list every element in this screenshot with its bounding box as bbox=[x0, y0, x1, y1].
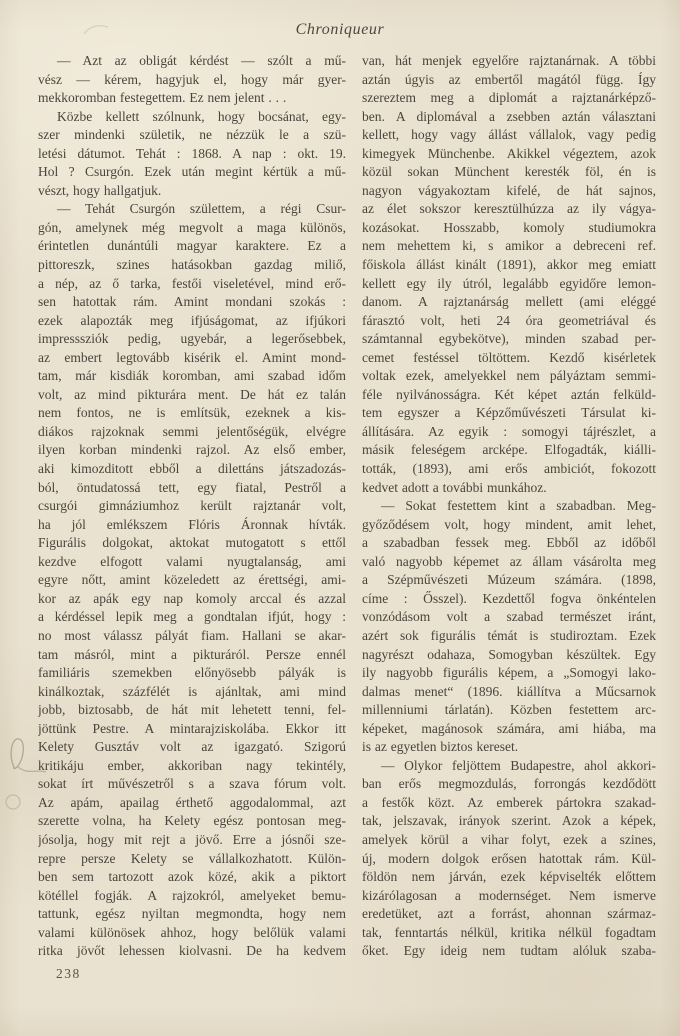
text-line: szerette volna, ha Kelety egész pontosan meg- bbox=[38, 813, 346, 829]
text-line: közül sokan Münchent keresték föl, én is bbox=[362, 164, 656, 180]
text-line: ben. A diplomával a zsebben aztán választani bbox=[362, 108, 656, 124]
text-line: Kelety Gusztáv volt az igazgató. Szigorú bbox=[38, 739, 346, 755]
text-line: fárasztó volt, heti 24 óra geometriával és bbox=[362, 312, 656, 328]
text-column-left bbox=[38, 52, 346, 961]
text-line: pittoreszk, szines hatásokban gazdag miliő, bbox=[38, 257, 346, 273]
text-line: — Olykor feljöttem Budapestre, ahol akkori- bbox=[381, 757, 656, 773]
text-line: cemet festéssel töltöttem. Kezdő kisérletek bbox=[362, 349, 656, 365]
text-line: tem egyszer a Képzőművészeti Társulat ki- bbox=[362, 405, 656, 421]
text-line: főiskola állást kinált (1891), akkor meg emiatt bbox=[362, 257, 656, 273]
text-line: voltak ezek, amelyekkel nem pályáztam semmi- bbox=[362, 368, 656, 384]
text-line: — Azt az obligát kérdést — szólt a mű- bbox=[57, 53, 346, 68]
text-line: kinálkoztak, százfélét is ajánltak, ami mind bbox=[38, 683, 346, 699]
text-line: földön nem járván, ezek képviselték előttem bbox=[362, 869, 656, 885]
text-line: állítására. Az egyik : somogyi tájrészlet, a bbox=[362, 423, 656, 439]
text-line: kizárólagosan a modernséget. Nem ismerve bbox=[362, 887, 656, 903]
text-line: kozásokat. Hosszabb, komoly studiumokra bbox=[362, 219, 656, 235]
text-line: képeket, magánosok számára, ami hiába, ma bbox=[362, 720, 656, 736]
text-line: új, modern dolgok erősen hatottak rám. Kül- bbox=[362, 850, 656, 866]
text-line: kellett, hogy vagy állást vállalok, vagy pedig bbox=[362, 127, 656, 143]
text-line: másik feleségem arcképe. Elfogadták, kiálli- bbox=[362, 442, 656, 458]
text-line: gón, amelynek még megvolt a maga különös, bbox=[38, 219, 346, 235]
text-line: tották, (1893), ami erős ambiciót, fokozott bbox=[362, 461, 656, 477]
paragraph bbox=[362, 757, 656, 961]
text-line: nem fontos, ne is említsük, ezeknek a kis- bbox=[38, 405, 346, 421]
text-line: valami különösek ahhoz, hogy belőlük valami bbox=[38, 924, 346, 940]
text-line: ha jól emlékszem Flóris Áronnak hívták. bbox=[38, 516, 346, 532]
text-line: tattunk, egész nyiltan megmondta, hogy nem bbox=[38, 906, 346, 922]
text-line: ban erős megmozdulás, forrongás kezdődött bbox=[362, 776, 656, 792]
text-column-right bbox=[362, 52, 656, 961]
text-line: féle nyilvánosságra. Két képet aztán felküld- bbox=[362, 386, 656, 402]
text-line: jósolja, hogy mit rejt a jövő. Erre a jósnői sze- bbox=[38, 831, 346, 847]
text-line: eredetüket, azt a forrást, ahonnan származ- bbox=[362, 906, 656, 922]
text-line: győződésem volt, hogy mindent, amit lehet, bbox=[362, 516, 656, 532]
text-line: címe : Ősszel). Kezdettől fogva önkéntelen bbox=[362, 590, 656, 606]
text-line: tam, már kisdiák koromban, ami szabad időm bbox=[38, 368, 346, 384]
text-line: nem mehettem ki, s amikor a debreceni ref. bbox=[362, 238, 656, 254]
text-line: Hol ? Csurgón. Ezek után megint kértük a mű- bbox=[38, 164, 346, 180]
text-line: vész — kérem, hagyjuk el, hogy már gyer- bbox=[38, 71, 346, 87]
text-line: tak, fenntartás nélkül, kritika nélkül fogadtam bbox=[362, 924, 656, 940]
text-line: a kérdéssel lepik meg a gondtalan ifjút, hogy : bbox=[38, 609, 346, 625]
text-line: kor az apák egy nap komoly arccal és azzal bbox=[38, 590, 346, 606]
text-line: Az apám, apailag érthető aggodalommal, azt bbox=[38, 794, 346, 810]
text-line: — Tehát Csurgón születtem, a régi Csur- bbox=[57, 201, 346, 217]
running-head-title: Chroniqueur bbox=[295, 21, 385, 38]
text-line: volt, az mind pikturára ment. De hát ez talán bbox=[38, 386, 346, 402]
text-line: aki kimozditott ebből a dilettáns játszadozás- bbox=[38, 461, 346, 477]
text-line: tak, jelszavak, irányok szerint. Azok a képek, bbox=[362, 813, 656, 829]
text-line: vészt, hogy hallgatjuk. bbox=[38, 182, 162, 198]
text-line: ily nagyobb figurális képem, a „Somogyi lako- bbox=[362, 665, 656, 681]
paragraph bbox=[362, 52, 656, 497]
text-line: érintetlen dunántúli magyar karaktere. Ez a bbox=[38, 238, 346, 254]
paragraph bbox=[38, 200, 346, 960]
text-line: a nép, az ő tarka, festői viseletével, mind erő- bbox=[38, 275, 346, 291]
text-line: egyre nőtt, amint közeledett az érettségi, ami- bbox=[38, 572, 346, 588]
text-line: kellett egy ily útról, legalább egyidőre lemon- bbox=[362, 275, 656, 291]
text-line: szereztem meg a diplomát a rajztanárképző- bbox=[362, 90, 656, 106]
text-line: letési dátumot. Tehát : 1868. A nap : okt. 19. bbox=[38, 145, 346, 161]
text-line: nagyon vágyakoztam kifelé, de hát sajnos, bbox=[362, 182, 656, 198]
paragraph bbox=[38, 52, 346, 108]
text-line: kimegyek Münchenbe. Akikkel végeztem, azok bbox=[362, 145, 656, 161]
text-line: ezek alapozták meg ifjúságomat, az ifjúkori bbox=[38, 312, 346, 328]
text-columns bbox=[38, 52, 656, 961]
text-line: no most válassz pályát fiam. Hallani se akar- bbox=[38, 627, 346, 643]
text-line: danom. A rajztanárság mellett (ami eléggé bbox=[362, 294, 656, 310]
text-line: impresssziók pedig, ugyebár, a legerősebbek, bbox=[38, 331, 346, 347]
text-line: is az egyetlen biztos kereset. bbox=[362, 739, 519, 755]
text-line: kezdve elfogott valami nyugtalanság, ami bbox=[38, 553, 346, 569]
text-line: familiáris szemekben előnyösebb pályák is bbox=[38, 665, 346, 681]
text-line: Közbe kellett szólnunk, hogy bocsánat, egy- bbox=[57, 108, 346, 124]
text-line: ilyen korban mindenki rajzol. Az első ember, bbox=[38, 442, 346, 458]
text-line: ben sem tartozott azok közé, akik a piktort bbox=[38, 869, 346, 885]
text-line: dalmas menet“ (1896. kiállítva a Műcsarnok bbox=[362, 683, 656, 699]
text-line: kötéllel fogják. A rajzokról, amelyeket bemu- bbox=[38, 887, 346, 903]
text-line: való nagyobb képemet az állam vásárolta meg bbox=[362, 553, 656, 569]
text-line: ritka jövőt lehessen kiolvasni. De ha kedvem bbox=[38, 943, 346, 959]
paragraph bbox=[362, 497, 656, 757]
text-line: diákos rajzoknak semmi jelentőségük, elvégre bbox=[38, 423, 346, 439]
text-line: az embert legtovább kisérik el. Amint mond- bbox=[38, 349, 346, 365]
text-line: kritikáju ember, akkoriban nagy tekintély, bbox=[38, 757, 346, 773]
text-line: sokat írt művészetről s a szava fórum volt. bbox=[38, 776, 346, 792]
text-line: jöttünk Pestre. A mintarajziskolába. Ekkor itt bbox=[38, 720, 346, 736]
text-line: vonzódásom volt a szabad természet iránt, bbox=[362, 609, 656, 625]
text-line: nagyrészt odahaza, Somogyban készültek. Egy bbox=[362, 646, 656, 662]
text-line: számtannal egybekötve), minden szabad per- bbox=[362, 331, 656, 347]
text-line: ból, öntudatossá tett, egy fiatal, Pestről a bbox=[38, 479, 346, 495]
text-line: tam másról, mint a pikturáról. Persze ennél bbox=[38, 646, 346, 662]
page-number: 238 bbox=[56, 966, 81, 981]
text-line: millenniumi tárlatán). Közben festettem arc- bbox=[362, 702, 656, 718]
text-line: — Sokat festettem kint a szabadban. Meg- bbox=[381, 498, 656, 514]
text-line: kedvet adott a további munkához. bbox=[362, 479, 547, 495]
paragraph bbox=[38, 108, 346, 201]
text-line: az élet sokszor keresztülhúzza az ily vágya- bbox=[362, 201, 656, 217]
text-line: a Szépművészeti Múzeum számára. (1898, bbox=[362, 572, 656, 588]
text-line: repre persze Kelety se vállalkozhatott. Külön- bbox=[38, 850, 346, 866]
text-line: őket. Egy ideig nem tudtam alóluk szaba- bbox=[362, 943, 656, 959]
text-line: Figurális dolgokat, aktokat mutogatott s ettől bbox=[38, 535, 346, 551]
text-line: csurgói gimnáziumhoz került rajztanár volt, bbox=[38, 498, 346, 514]
text-line: mekkoromban festegettem. Ez nem jelent . . . bbox=[38, 90, 287, 106]
text-line: azért sok figurális témát is studiroztam. Ezek bbox=[362, 627, 656, 643]
text-line: jobb, biztosabb, de hát mit lehetett tenni, fel- bbox=[38, 702, 346, 718]
text-line: van, hát menjek egyelőre rajztanárnak. A többi bbox=[362, 53, 656, 68]
text-line: amelyek körül a vihar folyt, ezek a szines, bbox=[362, 831, 656, 847]
text-line: a festők közt. Az emberek pártokra szakad- bbox=[362, 794, 656, 810]
text-line: aztán úgyis az embertől magától függ. Így bbox=[362, 71, 656, 87]
text-line: sen hatottak rám. Amint mondani szokás : bbox=[38, 294, 346, 310]
text-line: szer mindenki születik, ne nézzük le a szü- bbox=[38, 127, 346, 143]
text-line: a szabadban fessek meg. Ebből az időből bbox=[362, 535, 656, 551]
